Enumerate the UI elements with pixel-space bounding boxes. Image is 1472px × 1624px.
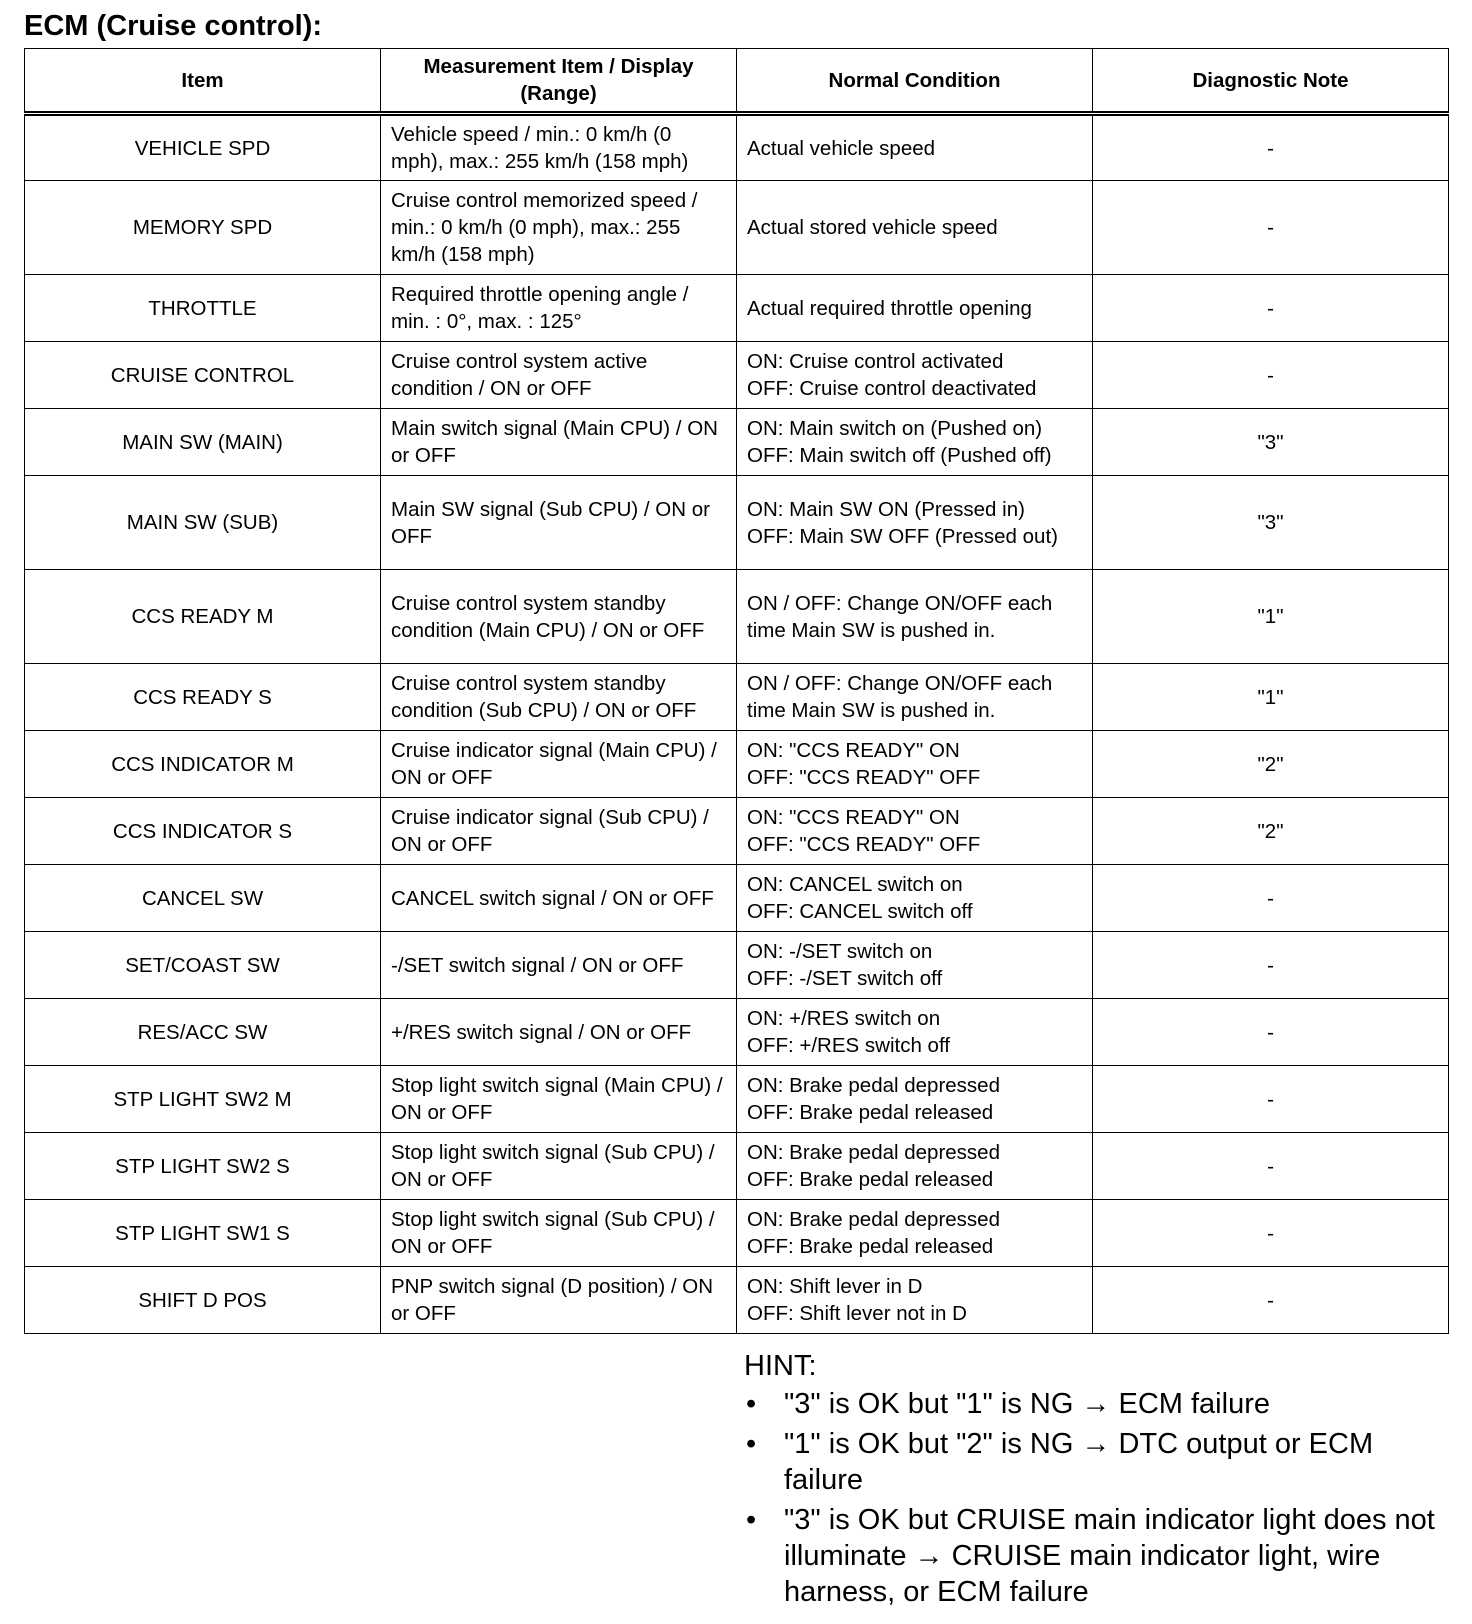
table-row xyxy=(25,275,1449,342)
normal-condition-line: OFF: +/RES switch off xyxy=(747,1034,950,1057)
cell-normal-condition xyxy=(737,275,1093,342)
cell-normal-condition xyxy=(737,798,1093,865)
cell-normal-condition xyxy=(737,570,1093,664)
cell-measurement: PNP switch signal (D position) / ON or OFF xyxy=(381,1267,737,1334)
cell-diagnostic-note: "1" xyxy=(1093,664,1449,731)
bullet-icon: • xyxy=(746,1504,757,1536)
table-row xyxy=(25,731,1449,798)
hint-title: HINT: xyxy=(744,1350,817,1382)
cell-measurement: +/RES switch signal / ON or OFF xyxy=(381,999,737,1066)
table-row xyxy=(25,1066,1449,1133)
cell-item: CRUISE CONTROL xyxy=(25,342,381,409)
cell-item: MAIN SW (SUB) xyxy=(25,476,381,570)
table-row xyxy=(25,1133,1449,1200)
table-row xyxy=(25,570,1449,664)
table-row xyxy=(25,181,1449,275)
cell-normal-condition xyxy=(737,731,1093,798)
normal-condition-line: OFF: CANCEL switch off xyxy=(747,900,973,923)
cell-measurement: Cruise control system standby condition (Sub CPU) / ON or OFF xyxy=(381,664,737,731)
cell-measurement: Stop light switch signal (Sub CPU) / ON or OFF xyxy=(381,1200,737,1267)
normal-condition-line: Actual stored vehicle speed xyxy=(747,216,998,239)
cell-item: STP LIGHT SW1 S xyxy=(25,1200,381,1267)
cell-diagnostic-note: - xyxy=(1093,181,1449,275)
cell-item: CCS READY S xyxy=(25,664,381,731)
cell-diagnostic-note: - xyxy=(1093,1133,1449,1200)
cell-diagnostic-note: - xyxy=(1093,865,1449,932)
cell-item: STP LIGHT SW2 S xyxy=(25,1133,381,1200)
cell-normal-condition xyxy=(737,1066,1093,1133)
normal-condition-line: Actual required throttle opening xyxy=(747,296,1032,320)
cell-measurement: Cruise control memorized speed / min.: 0 km/h (0 mph), max.: 255 km/h (158 mph) xyxy=(381,181,737,275)
normal-condition-line: ON: +/RES switch on xyxy=(747,1007,941,1030)
normal-condition-line: OFF: Brake pedal released xyxy=(747,1235,994,1258)
normal-condition-line: ON: Brake pedal depressed xyxy=(747,1141,1000,1164)
cell-item: CCS READY M xyxy=(25,570,381,664)
cell-normal-condition xyxy=(737,1133,1093,1200)
normal-condition-line: ON: CANCEL switch on xyxy=(747,873,963,896)
cell-item: SHIFT D POS xyxy=(25,1267,381,1334)
cell-measurement: Cruise indicator signal (Sub CPU) / ON or OFF xyxy=(381,798,737,865)
cell-item: MAIN SW (MAIN) xyxy=(25,409,381,476)
hint-list xyxy=(744,1386,1444,1610)
cell-item: CCS INDICATOR S xyxy=(25,798,381,865)
cell-item: STP LIGHT SW2 M xyxy=(25,1066,381,1133)
header-item: Item xyxy=(25,49,381,114)
normal-condition-line: ON / OFF: Change ON/OFF each time Main SW is pushed in. xyxy=(747,672,1053,722)
cell-item: CANCEL SW xyxy=(25,865,381,932)
cell-normal-condition xyxy=(737,114,1093,181)
normal-condition-line: OFF: Main SW OFF (Pressed out) xyxy=(747,524,1058,548)
cell-diagnostic-note: - xyxy=(1093,1200,1449,1267)
normal-condition-line: OFF: -/SET switch off xyxy=(747,967,943,990)
cell-measurement: Stop light switch signal (Main CPU) / ON or OFF xyxy=(381,1066,737,1133)
cell-item: SET/COAST SW xyxy=(25,932,381,999)
data-list-table xyxy=(24,48,1449,1334)
table-row xyxy=(25,999,1449,1066)
cell-diagnostic-note: "1" xyxy=(1093,570,1449,664)
table-row xyxy=(25,798,1449,865)
cell-diagnostic-note: - xyxy=(1093,999,1449,1066)
hint-section xyxy=(744,1348,1444,1614)
cell-diagnostic-note: - xyxy=(1093,114,1449,181)
cell-diagnostic-note: "3" xyxy=(1093,476,1449,570)
cell-item: VEHICLE SPD xyxy=(25,114,381,181)
cell-measurement: Main switch signal (Main CPU) / ON or OFF xyxy=(381,409,737,476)
cell-normal-condition xyxy=(737,1200,1093,1267)
cell-diagnostic-note: - xyxy=(1093,932,1449,999)
normal-condition-line: OFF: Brake pedal released xyxy=(747,1101,994,1124)
cell-diagnostic-note: - xyxy=(1093,1267,1449,1334)
normal-condition-line: ON: "CCS READY" ON xyxy=(747,739,960,762)
header-normal-condition: Normal Condition xyxy=(737,49,1093,114)
cell-normal-condition xyxy=(737,181,1093,275)
hint-text: "3" is OK but CRUISE main indicator light does not illuminate → CRUISE main indicator light, wire harness, or ECM failure xyxy=(784,1504,1435,1608)
hint-text: "3" is OK but "1" is NG → ECM failure xyxy=(784,1388,1270,1420)
cell-item: CCS INDICATOR M xyxy=(25,731,381,798)
cell-item: MEMORY SPD xyxy=(25,181,381,275)
cell-diagnostic-note: - xyxy=(1093,1066,1449,1133)
table-header-row xyxy=(25,49,1449,114)
normal-condition-line: ON: Brake pedal depressed xyxy=(747,1074,1000,1097)
table-row xyxy=(25,342,1449,409)
cell-measurement: Required throttle opening angle / min. : 0°, max. : 125° xyxy=(381,275,737,342)
normal-condition-line: ON / OFF: Change ON/OFF each time Main SW is pushed in. xyxy=(747,591,1053,642)
table-body xyxy=(25,114,1449,1334)
hint-text: "1" is OK but "2" is NG → DTC output or ECM failure xyxy=(784,1428,1374,1496)
normal-condition-line: OFF: "CCS READY" OFF xyxy=(747,766,981,789)
hint-item xyxy=(744,1502,1444,1610)
cell-normal-condition xyxy=(737,342,1093,409)
cell-measurement: Cruise indicator signal (Main CPU) / ON or OFF xyxy=(381,731,737,798)
bullet-icon: • xyxy=(746,1428,757,1460)
cell-measurement: CANCEL switch signal / ON or OFF xyxy=(381,865,737,932)
table-row xyxy=(25,865,1449,932)
cell-normal-condition xyxy=(737,664,1093,731)
cell-diagnostic-note: - xyxy=(1093,275,1449,342)
normal-condition-line: OFF: Main switch off (Pushed off) xyxy=(747,444,1052,467)
cell-diagnostic-note: - xyxy=(1093,342,1449,409)
cell-normal-condition xyxy=(737,999,1093,1066)
normal-condition-line: OFF: "CCS READY" OFF xyxy=(747,833,981,856)
table-row xyxy=(25,932,1449,999)
normal-condition-line: ON: Cruise control activated xyxy=(747,350,1004,373)
normal-condition-line: ON: Brake pedal depressed xyxy=(747,1208,1000,1231)
normal-condition-line: ON: Main SW ON (Pressed in) xyxy=(747,497,1025,521)
cell-diagnostic-note: "3" xyxy=(1093,409,1449,476)
normal-condition-line: OFF: Cruise control deactivated xyxy=(747,377,1037,400)
header-diagnostic-note: Diagnostic Note xyxy=(1093,49,1449,114)
normal-condition-line: ON: Shift lever in D xyxy=(747,1275,923,1298)
cell-normal-condition xyxy=(737,409,1093,476)
cell-diagnostic-note: "2" xyxy=(1093,731,1449,798)
cell-measurement: -/SET switch signal / ON or OFF xyxy=(381,932,737,999)
table-row xyxy=(25,409,1449,476)
cell-item: RES/ACC SW xyxy=(25,999,381,1066)
cell-measurement: Cruise control system active condition / ON or OFF xyxy=(381,342,737,409)
cell-normal-condition xyxy=(737,476,1093,570)
page-title: ECM (Cruise control): xyxy=(24,10,323,42)
table-row xyxy=(25,114,1449,181)
table-row xyxy=(25,476,1449,570)
cell-measurement: Main SW signal (Sub CPU) / ON or OFF xyxy=(381,476,737,570)
cell-normal-condition xyxy=(737,865,1093,932)
cell-measurement: Cruise control system standby condition (Main CPU) / ON or OFF xyxy=(381,570,737,664)
normal-condition-line: OFF: Brake pedal released xyxy=(747,1168,994,1191)
normal-condition-line: OFF: Shift lever not in D xyxy=(747,1302,967,1325)
normal-condition-line: ON: -/SET switch on xyxy=(747,940,933,963)
cell-normal-condition xyxy=(737,932,1093,999)
normal-condition-line: Actual vehicle speed xyxy=(747,136,936,160)
header-measurement: Measurement Item / Display (Range) xyxy=(381,49,737,114)
table-row xyxy=(25,1267,1449,1334)
cell-normal-condition xyxy=(737,1267,1093,1334)
cell-measurement: Vehicle speed / min.: 0 km/h (0 mph), max.: 255 km/h (158 mph) xyxy=(381,114,737,181)
bullet-icon: • xyxy=(746,1388,757,1420)
table-row xyxy=(25,1200,1449,1267)
cell-item: THROTTLE xyxy=(25,275,381,342)
normal-condition-line: ON: "CCS READY" ON xyxy=(747,806,960,829)
table-row xyxy=(25,664,1449,731)
hint-item xyxy=(744,1426,1444,1498)
cell-measurement: Stop light switch signal (Sub CPU) / ON or OFF xyxy=(381,1133,737,1200)
hint-item xyxy=(744,1386,1444,1422)
normal-condition-line: ON: Main switch on (Pushed on) xyxy=(747,417,1043,440)
cell-diagnostic-note: "2" xyxy=(1093,798,1449,865)
